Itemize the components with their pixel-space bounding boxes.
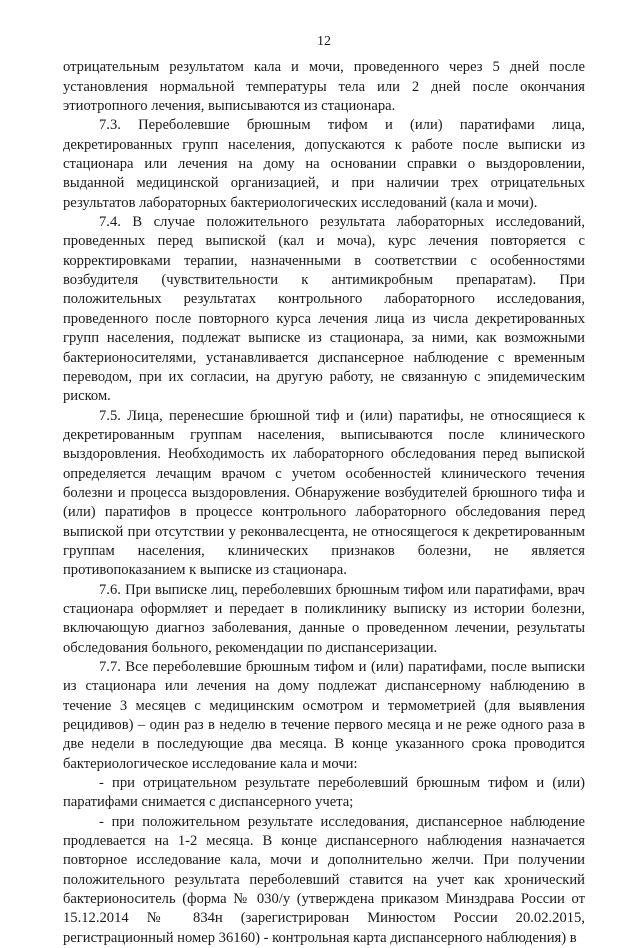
page-number: 12 (317, 34, 331, 49)
list-item-negative-result: - при отрицательном результате переболевший брюшным тифом и (или) паратифами снимается с диспансерного учета; (63, 775, 585, 811)
paragraph-7-6: 7.6. При выписке лиц, переболевших брюшным тифом или паратифами, врач стационара оформляет и передает в поликлинику выписку из истории болезни, включающую диагноз заболевания, данные о проведенном лечении, результаты обследования больного, рекомендации по диспансеризации. (63, 581, 585, 656)
paragraph-7-7: 7.7. Все переболевшие брюшным тифом и (или) паратифами, после выписки из стационара или лечения на дому подлежат диспансерному наблюдению в течение 3 месяцев с медицинским осмотром и термометрией (для выявления рецидивов) – один раз в неделю в течение первого месяца и не реже одного раза в две недели в последующие два месяца. В конце указанного срока проводится бактериологическое исследование кала и мочи: (63, 659, 585, 772)
paragraph-continuation: отрицательным результатом кала и мочи, проведенного через 5 дней после установления нормальной температуры тела или 2 дней после окончания этиотропного лечения, выписываются из стационара. (63, 59, 585, 115)
paragraph-7-3: 7.3. Переболевшие брюшным тифом и (или) паратифами лица, декретированных групп населения, допускаются к работе после выписки из стационара или лечения на дому на основании справки о выздоровлении, выданной медицинской организацией, и при наличии трех отрицательных результатов лабораторных бактериологических исследований (кала и мочи). (63, 117, 585, 211)
paragraph-7-5: 7.5. Лица, перенесшие брюшной тиф и (или) паратифы, не относящиеся к декретированным группам населения, выписываются после клинического выздоровления. Необходимость их лабораторного обследования перед выпиской определяется лечащим врачом с учетом особенностей клинического течения болезни и процесса выздоровления. Обнаружение возбудителей брюшного тифа и (или) паратифов в процессе контрольного лабораторного обследования перед выпиской при отсутствии у реконвалесцента, не относящегося к декретированным группам населения, клинических признаков болезни, не является противопоказанием к выписке из стационара. (63, 407, 585, 579)
paragraph-7-4: 7.4. В случае положительного результата лабораторных исследований, проведенных перед выпиской (кал и моча), курс лечения повторяется с корректировками терапии, назначенными в соответствии с особенностями возбудителя (чувствительности к антимикробным препаратам). При положительных результатах контрольного лабораторного исследования, проведенного после повторного курса лечения лица из числа декретированных групп населения, подлежат выписке из стационара, за ними, как возможными бактерионосителями, устанавливается диспансерное наблюдение с временным переводом, при их согласии, на другую работу, не связанную с эпидемическим риском. (63, 214, 585, 405)
list-item-positive-result: - при положительном результате исследования, диспансерное наблюдение продлевается на 1-2 месяца. В конце диспансерного наблюдения назначается повторное исследование кала, мочи и дополнительно желчи. При получении положительного результата переболевший ставится на учет как хронический бактерионоситель (форма № 030/у (утверждена приказом Минздрава России от 15.12.2014 № 834н (зарегистрирован Минюстом России 20.02.2015, регистрационный номер 36160) - контрольная карта диспансерного наблюдения) в (63, 813, 585, 946)
